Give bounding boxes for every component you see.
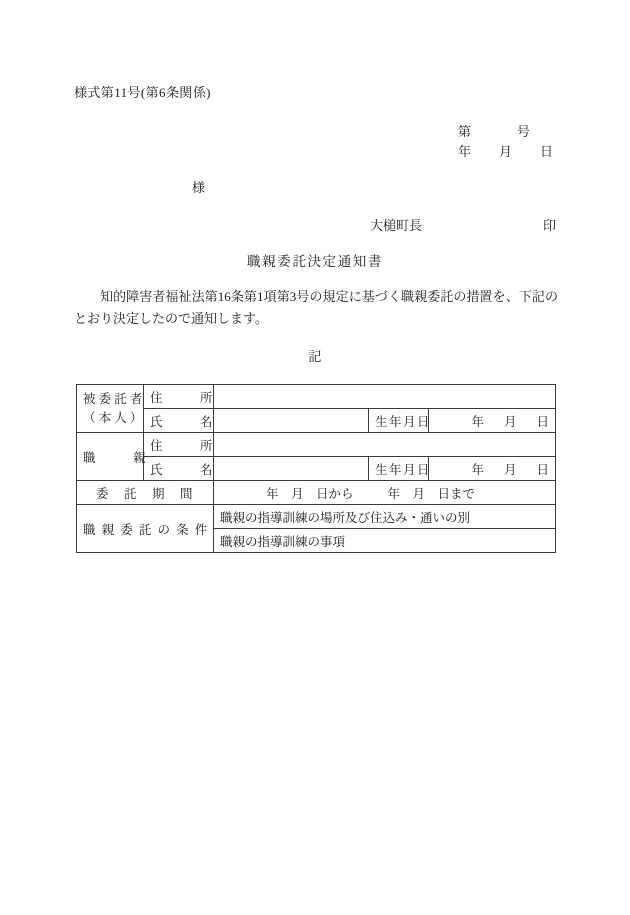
period-to-label: 年 月 日まで: [387, 486, 476, 501]
kiji-marker: 記: [308, 349, 322, 364]
form-number: 様式第11号(第6条関係): [74, 85, 211, 100]
foster-label-cell: 職 親: [77, 433, 144, 481]
entrustee-label-line2: （ 本 人 ）: [83, 410, 143, 425]
table-row: [77, 505, 556, 529]
date-year-label: 年: [458, 144, 472, 159]
birthdate-day-label: 日: [536, 414, 550, 429]
foster-name-value[interactable]: [214, 457, 369, 481]
foster-address-label: 住 所: [144, 433, 214, 457]
conditions-label: 職 親 委 託 の 条 件: [77, 505, 214, 553]
entrustee-address-value[interactable]: [214, 385, 556, 409]
document-number-suffix: 号: [517, 124, 531, 139]
issuer-row: [370, 215, 556, 234]
entrustee-name-label: 氏 名: [144, 409, 214, 433]
entrustee-label-line1: 被 委 託 者: [83, 391, 143, 406]
date-month-label: 月: [499, 144, 513, 159]
body-paragraph: 知的障害者福祉法第16条第1項第3号の規定に基づく職親委託の措置を、下記のとおり決定したので通知します。: [74, 289, 558, 326]
birthdate-day-label: 日: [536, 462, 550, 477]
period-from-label: 年 月 日から: [266, 486, 354, 501]
document-date-line: [458, 141, 553, 160]
foster-name-label: 氏 名: [144, 457, 214, 481]
page-title: 職親委託決定通知書: [247, 254, 383, 269]
birthdate-month-label: 月: [503, 414, 517, 429]
table-row: [77, 409, 556, 433]
seal-mark: 印: [542, 218, 556, 233]
addressee-suffix: 様: [192, 180, 206, 195]
foster-birthdate-value[interactable]: [429, 457, 556, 481]
condition-row-1[interactable]: 職親の指導訓練の場所及び住込み・通いの別: [214, 505, 556, 529]
foster-address-value[interactable]: [214, 433, 556, 457]
condition-row-2[interactable]: 職親の指導訓練の事項: [214, 529, 556, 553]
foster-birthdate-label: 生年月日: [369, 457, 429, 481]
entrustee-name-value[interactable]: [214, 409, 369, 433]
document-number-label: 第: [458, 124, 472, 139]
birthdate-month-label: 月: [503, 462, 517, 477]
table-row: [77, 385, 556, 409]
table-row: [77, 481, 556, 505]
entrustee-birthdate-label: 生年月日: [369, 409, 429, 433]
date-day-label: 日: [540, 144, 554, 159]
issuer-name: 大槌町長: [370, 218, 423, 233]
entrustee-label-cell: [77, 385, 144, 433]
table-row: [77, 433, 556, 457]
document-number-line: [458, 121, 530, 140]
birthdate-year-label: 年: [471, 414, 484, 429]
entrustee-birthdate-value[interactable]: [429, 409, 556, 433]
table-row: [77, 457, 556, 481]
period-label: 委 託 期 間: [77, 481, 214, 505]
period-value[interactable]: [214, 481, 556, 505]
entrustment-details-table: [76, 384, 556, 553]
birthdate-year-label: 年: [471, 462, 484, 477]
entrustee-address-label: 住 所: [144, 385, 214, 409]
